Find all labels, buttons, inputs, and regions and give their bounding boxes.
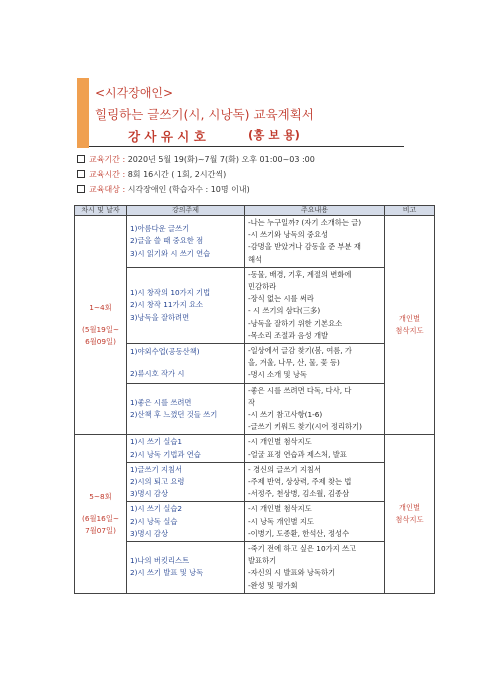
note-cell: 개인별 첨삭지도 [385,435,435,593]
table-row [75,267,435,343]
table-row [75,344,435,384]
page-title: 힐링하는 글쓰기(시, 시낭독) 교육계획서 [95,107,314,122]
promo-label: (홍 보 용) [248,128,300,142]
table-row [75,383,435,435]
header-underline [89,146,404,147]
content-cell: -일상에서 글감 찾기(봄, 여름, 가 을, 겨울, 나무, 산, 물, 꽃 등) -명시 소개 및 낭독 [245,344,385,384]
curriculum-table [74,205,435,594]
subject-cell: 1)시 쓰기 실습1 2)시 낭독 기법과 연습 [127,435,245,462]
content-cell: -나는 누구일까? (자기 소개하는 글) -시 쓰기와 낭독의 중요성 -감명을 받았거나 감동을 준 부분 재 해석 [245,216,385,268]
header-accent-bar [77,78,89,148]
note-cell: 개인별 첨삭지도 [385,216,435,435]
subject-cell: 1)야외수업(공동산책) 2)류시호 작가 시 [127,344,245,384]
subject-cell: 1)글쓰기 지침서 2)시의 퇴고 요령 3)명시 감상 [127,462,245,502]
table-row [75,462,435,502]
subject-cell: 1)아름다운 글쓰기 2)글을 쓸 때 중요한 점 3)시 읽기와 시 쓰기 연습 [127,216,245,268]
table-header-row [75,206,435,216]
subject-cell: 1)시 창작의 10가지 기법 2)시 창작 11가지 요소 3)낭독을 잘하려면 [127,267,245,343]
content-cell: -좋은 시를 쓰려면 다독, 다사, 다 작 -시 쓰기 참고사항(1-6) -글쓰기 키워드 찾기(시어 정리하기) [245,383,385,435]
info-target: 교육대상 : 시각장애인 (학습자수 : 10명 이내) [77,184,250,195]
info-hours: 교육시간 : 8회 16시간 ( 1회, 2시간씩) [77,169,226,180]
table-row [75,502,435,542]
checkbox-icon [77,155,85,163]
col-header-session: 차시 및 날자 [75,206,127,216]
subject-cell: 1)시 쓰기 실습2 2)시 낭독 실습 3)명시 감상 [127,502,245,542]
info-period: 교육기간 : 2020년 5월 19(화)~7월 7(화) 오후 01:00~03 :00 [77,154,315,165]
checkbox-icon [77,185,85,193]
col-header-note: 비고 [385,206,435,216]
content-cell: - 경신의 글쓰기 지침서 -주제 반역, 상상력, 주제 찾는 법 -서정주, 천상병, 김소월, 김종삼 [245,462,385,502]
content-cell: -동물, 배경, 기후, 계절의 변화에 민감하라 -장식 없는 시를 써라 - 시 쓰기의 삼다(三多) -낭독을 잘하기 위한 기본요소 -목소리 조절과 음성 개발 [245,267,385,343]
header-audience: <시각장애인> [95,86,174,100]
col-header-content: 주요내용 [245,206,385,216]
session-cell: 1~4회 (5월19일~ 6월09일) [75,216,127,435]
table-row [75,216,435,268]
checkbox-icon [77,170,85,178]
session-cell: 5~8회 (6월16일~ 7월07일) [75,435,127,593]
col-header-subject: 강의주제 [127,206,245,216]
content-cell: -죽기 전에 하고 싶은 10가지 쓰고 발표하기 -자신의 시 발표와 낭독하기 -완성 및 평가회 [245,542,385,594]
subject-cell: 1)나의 버킷리스트 2)시 쓰기 발표 및 낭독 [127,542,245,594]
table-row [75,435,435,462]
content-cell: -시 개인별 첨삭지도 -얼굴 표정 연습과 제스처, 발표 [245,435,385,462]
table-row [75,542,435,594]
subject-cell: 1)좋은 시를 쓰려면 2)산책 후 느꼈던 것들 쓰기 [127,383,245,435]
instructor-name: 강 사 유 시 호 [128,129,206,144]
content-cell: -시 개인별 첨삭지도 -시 낭독 개인별 지도 -이병기, 도종환, 한석산, 정성수 [245,502,385,542]
